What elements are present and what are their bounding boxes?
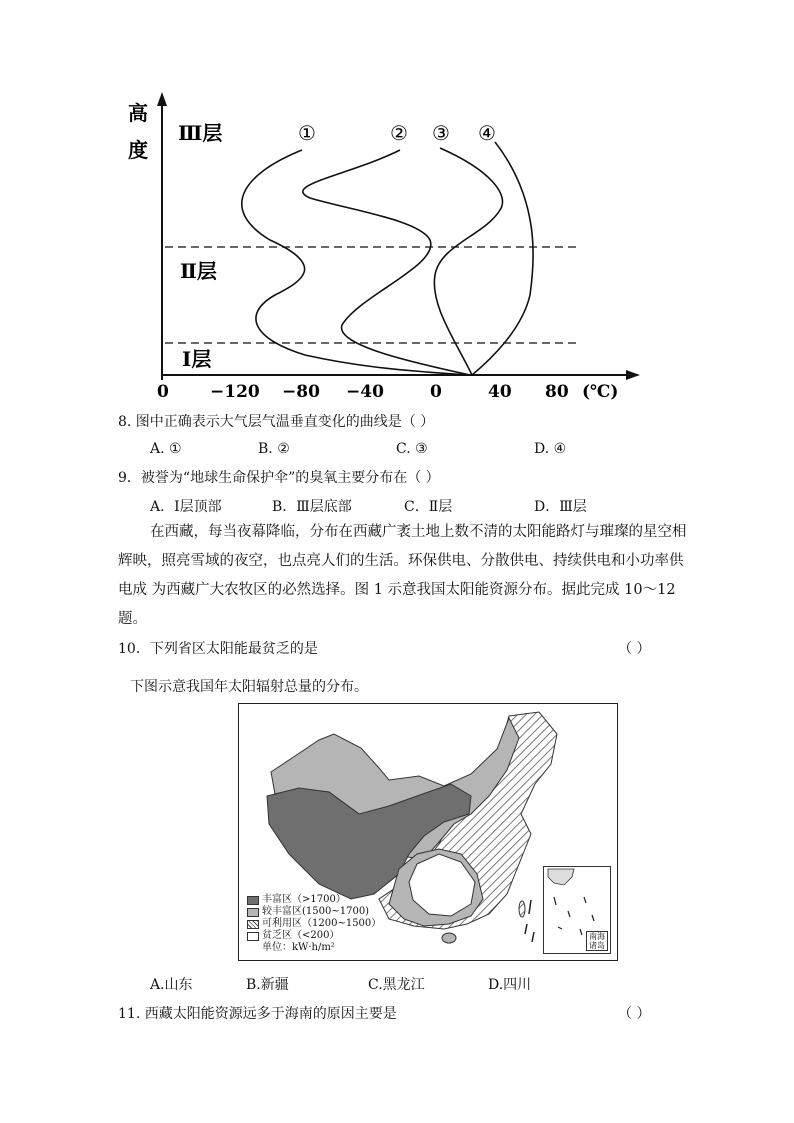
inset-coast [548, 869, 574, 885]
q8-option-c: C. ③ [396, 441, 428, 457]
q10-option-c: C.黑龙江 [368, 977, 425, 993]
legend-unit: 单位：kW·h/m² [262, 942, 335, 953]
y-axis-label-1: 高 [128, 101, 148, 125]
x-tick-80: 80 [545, 382, 569, 402]
q10-option-a: A.山东 [150, 977, 193, 993]
curve-4 [472, 142, 533, 375]
x-tick-0: 0 [430, 382, 442, 402]
x-axis-arrow [626, 370, 640, 380]
inset-dash-6 [592, 915, 594, 921]
legend-label-fairly-rich: 较丰富区(1500~1700) [262, 906, 370, 917]
curve-3 [434, 148, 502, 375]
q10-stem: 10．下列省区太阳能最贫乏的是 [118, 641, 318, 657]
q10-intro: 下图示意我国年太阳辐射总量的分布。 [130, 679, 368, 695]
legend-row-fairly-rich [247, 906, 381, 918]
q10-bracket: （ ） [618, 641, 651, 657]
q10-option-d: D.四川 [488, 977, 532, 993]
x-tick-m80: −80 [282, 382, 320, 402]
island-dash-3 [532, 932, 534, 942]
q8-option-a: A. ① [150, 441, 182, 457]
inset-label: 南海诸岛 [586, 931, 608, 951]
q9-option-a: A．Ⅰ层顶部 [150, 499, 222, 515]
inset-dash-1 [554, 897, 556, 905]
curve-label-1: ① [298, 121, 316, 145]
x-tick-origin: 0 [157, 382, 169, 402]
x-tick-m120: −120 [210, 382, 260, 402]
q11-stem: 11. 西藏太阳能资源远多于海南的原因主要是 [118, 1006, 397, 1022]
q9-option-c: C．Ⅱ层 [404, 499, 453, 515]
inset-dash-3 [584, 897, 586, 903]
y-axis-arrow [157, 92, 167, 106]
legend-row-usable [247, 918, 381, 930]
y-axis-label-2: 度 [128, 138, 148, 162]
curve-2 [303, 150, 470, 375]
q8-option-d: D. ④ [534, 441, 567, 457]
legend-label-rich: 丰富区（>1700） [262, 894, 346, 905]
island-dash-2 [525, 924, 527, 934]
temperature-altitude-figure [110, 90, 670, 410]
inset-dash-4 [558, 927, 562, 929]
q11-bracket: （ ） [618, 1006, 651, 1022]
passage: 在西藏，每当夜幕降临，分布在西藏广袤土地上数不清的太阳能路灯与璀璨的星空相辉映，照亮雪域的夜空，也点亮人们的生活。环保供电、分散供电、持续供电和小功率供电成 为西藏广大农牧区的必然选择。图 1 示意我国太阳能资源分布。据此完成 10～12 题。 [118, 524, 687, 627]
q10-option-b: B.新疆 [246, 977, 289, 993]
curve-label-2: ② [390, 121, 408, 145]
legend-label-poor: 贫乏区（<200） [262, 930, 340, 941]
legend-row-poor [247, 930, 381, 942]
q9-option-d: D．Ⅲ层 [534, 499, 587, 515]
inset-dash-2 [568, 911, 570, 917]
x-tick-m40: −40 [346, 382, 384, 402]
curve-label-4: ④ [478, 121, 496, 145]
layer-label-2: Ⅱ层 [180, 259, 217, 283]
taiwan-island [519, 901, 525, 917]
china-solar-radiation-map [238, 703, 618, 961]
layer-label-1: Ⅰ层 [182, 347, 212, 371]
legend-row-rich [247, 894, 381, 906]
layer-label-3: Ⅲ层 [178, 121, 223, 145]
q8-option-b: B. ② [258, 441, 290, 457]
x-tick-40: 40 [488, 382, 512, 402]
legend-swatch-poor [247, 932, 259, 941]
map-legend [247, 894, 381, 954]
island-dash-1 [529, 900, 531, 914]
curve-label-3: ③ [432, 121, 450, 145]
q9-stem: 9．被誉为“地球生命保护伞”的臭氧主要分布在（ ） [118, 470, 440, 486]
legend-swatch-rich [247, 896, 259, 905]
legend-swatch-fairly-rich [247, 908, 259, 917]
legend-label-usable: 可利用区（1200~1500） [262, 918, 382, 929]
legend-swatch-usable [247, 920, 259, 929]
inset-dash-5 [580, 929, 582, 935]
q8-stem: 8. 图中正确表示大气层气温垂直变化的曲线是（ ） [118, 414, 435, 430]
q9-option-b: B．Ⅲ层底部 [272, 499, 352, 515]
hainan-island [442, 933, 456, 943]
curve-1 [242, 150, 470, 375]
south-china-sea-inset [543, 866, 611, 954]
x-unit: (℃) [582, 382, 619, 402]
